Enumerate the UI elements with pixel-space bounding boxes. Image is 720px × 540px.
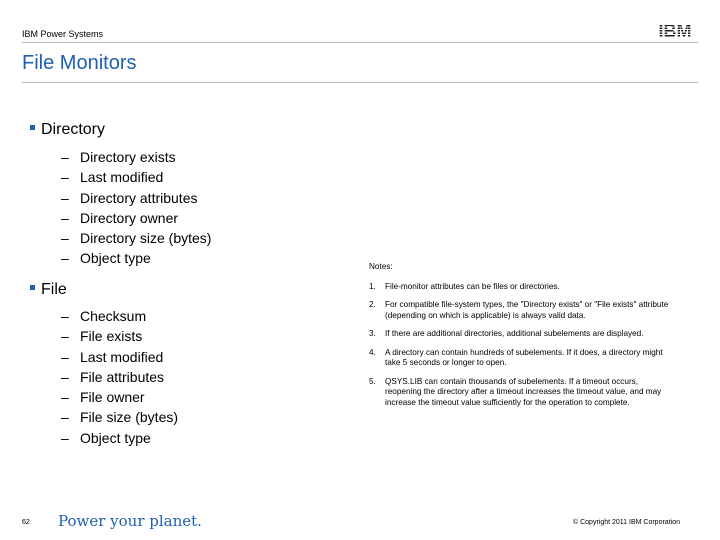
note-item: 2. For compatible file-system types, the "Directory exists" or "File exists" attribute (depending on which is applicable) is always valid data. [369,300,669,320]
ibm-logo-text: IBM [658,21,692,40]
list-item: – Object type [61,429,151,446]
list-item: – Last modified [61,169,164,186]
note-item: 5. QSYS.LIB can contain thousands of subelements. If a timeout occurs, reopening the directory after a timeout increases the timeout value, and may increase the timeout value sufficiently for the operation to complete. [369,376,662,407]
file-attributes-list [61,306,178,448]
list-item: – File exists [61,328,143,345]
footer-tagline: Power your planet. [58,512,202,530]
title-divider [22,82,698,83]
page-title: File Monitors [22,52,137,74]
note-item: 1. File-monitor attributes can be files or directories. [369,281,560,291]
list-item: – File owner [61,389,145,406]
bullet-directory [30,121,105,139]
page-number: 62 [22,519,30,526]
note-item: 4. A directory can contain hundreds of subelements. If it does, a directory might take 5 seconds or longer to open. [369,347,663,367]
bullet-square-icon [30,125,35,130]
bullet-label: File [41,281,67,298]
list-item: – Checksum [61,308,147,324]
list-item: – Object type [61,250,151,267]
header-brand: IBM Power Systems [22,29,104,39]
ibm-logo [650,20,700,40]
bullet-square-icon [30,285,35,290]
list-item: – Directory attributes [61,189,198,206]
list-item: – Directory size (bytes) [61,230,212,247]
list-item: – File attributes [61,368,165,385]
bullet-file [30,281,67,299]
bullet-label: Directory [41,121,106,138]
list-item: – Directory owner [61,209,179,226]
copyright: © Copyright 2011 IBM Corporation [573,519,680,526]
list-item: – Last modified [61,348,164,365]
header-divider [22,42,698,43]
directory-attributes-list [61,147,211,269]
notes-heading: Notes: [369,262,393,271]
list-item: – File size (bytes) [61,409,179,426]
list-item: – Directory exists [61,149,176,165]
note-item: 3. If there are additional directories, additional subelements are displayed. [369,329,644,338]
notes-panel [369,262,669,416]
